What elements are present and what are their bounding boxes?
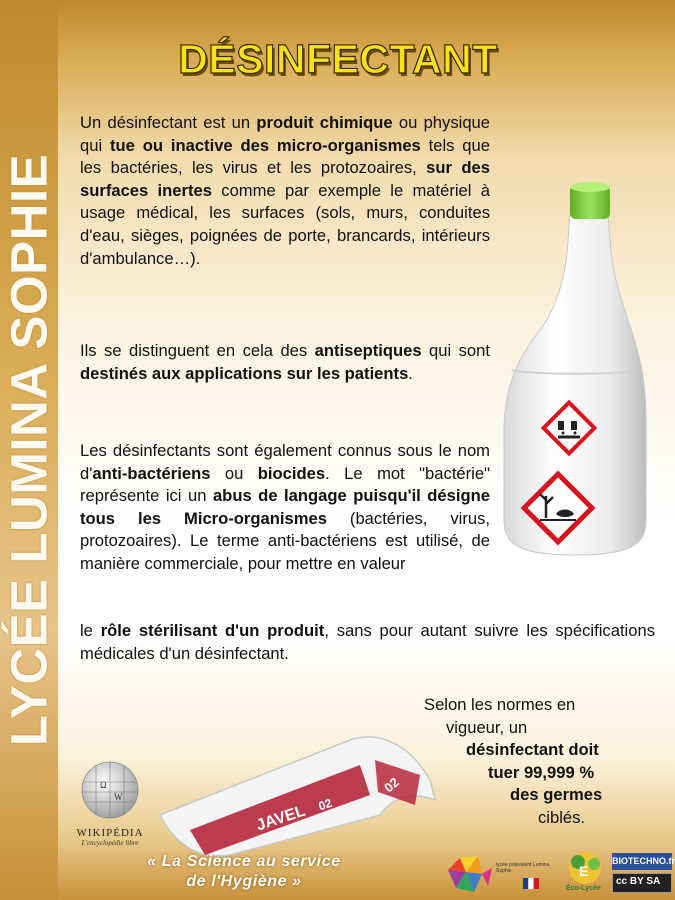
cc-license-badge xyxy=(612,873,672,893)
bold-run: antiseptiques xyxy=(314,341,422,360)
bold-run: destinés aux applications sur les patients xyxy=(80,363,409,383)
norm-line: Selon les normes en xyxy=(424,695,576,714)
text-run: , sans pour autant suivre les spécifications médicales d'un désinfectant. xyxy=(80,621,655,663)
norm-line: vigueur, un xyxy=(446,717,528,737)
wikipedia-tagline: L'encyclopédie libre xyxy=(81,839,139,847)
javel-pouch-icon xyxy=(150,720,440,860)
hazard-corrosive-icon xyxy=(541,400,597,456)
javel-label: JAVEL xyxy=(254,802,308,835)
text-run: le xyxy=(80,621,101,640)
bold-run: sur des surfaces inertes xyxy=(80,158,490,200)
hazard-environment-icon xyxy=(520,470,596,546)
bold-run: rôle stérilisant d'un produit xyxy=(100,621,325,640)
bold-run: produit chimique xyxy=(256,113,393,132)
biocide-paragraph-end xyxy=(80,620,655,665)
intro-paragraph xyxy=(80,112,490,270)
text-run: qui sont xyxy=(421,341,491,360)
text-run: ou xyxy=(210,463,258,483)
school-logo-text: lycée polyvalent Lumina Sophie xyxy=(496,862,550,874)
slogan-line: « La Science au service xyxy=(147,853,341,870)
french-republic-icon xyxy=(523,878,539,889)
bold-run: biocides xyxy=(257,463,326,483)
text-run: ou physique qui xyxy=(80,113,490,155)
text-run: Ils se distinguent en cela des xyxy=(80,341,315,360)
side-banner xyxy=(0,0,58,900)
text-run: Un désinfectant est un xyxy=(80,113,257,132)
biotechno-logo: BIOTECHNO.fr xyxy=(612,853,672,870)
slogan-line: de l'Hygiène » xyxy=(186,873,302,890)
wikipedia-logo xyxy=(70,760,150,847)
norm-statement xyxy=(420,694,650,830)
colorful-star-logo-icon xyxy=(438,852,496,896)
svg-text:W: W xyxy=(114,792,123,802)
eco-letter: E xyxy=(579,863,589,879)
text-run: Les désinfectants sont également connus sous le nom d' xyxy=(80,441,490,483)
text-run: tels que les bactéries, les virus et les protozoaires, xyxy=(80,135,490,178)
eco-lycee-label: Éco-Lycée xyxy=(566,885,601,892)
bold-run: anti-bactériens xyxy=(92,463,211,483)
norm-line-bold: des germes xyxy=(510,785,603,805)
biocide-paragraph xyxy=(80,440,490,576)
bold-run: tue ou inactive des micro-organismes xyxy=(110,135,421,155)
poster-title: DÉSINFECTANT xyxy=(178,36,498,82)
norm-line-bold: désinfectant doit xyxy=(466,740,599,760)
eco-lycee-icon xyxy=(562,850,608,888)
norm-line: ciblés. xyxy=(538,807,586,827)
javel-number: 02 xyxy=(316,795,334,814)
text-run: comme par exemple le matériel à usage médical, les surfaces (sols, murs, conduites d'eau, sièges, poignées de porte, brancards, intérieurs d'ambulance…). xyxy=(80,180,490,268)
cc-license-label: cc BY SA xyxy=(616,876,661,887)
bold-run: abus de langage puisqu'il désigne tous les Micro-organismes xyxy=(80,486,490,528)
wikipedia-globe-icon xyxy=(70,760,150,822)
svg-text:Ω: Ω xyxy=(100,780,107,790)
school-name-vertical: LYCÉE LUMINA SOPHIE xyxy=(0,153,58,747)
antiseptic-paragraph xyxy=(80,340,490,385)
text-run: (bactéries, virus, protozoaires). Le terme anti-bactériens est utilisé, de manière commerciale, pour mettre en valeur xyxy=(80,508,490,573)
wikipedia-wordmark: WIKIPÉDIA xyxy=(76,827,144,839)
norm-line-bold: tuer 99,999 % xyxy=(488,762,595,782)
slogan xyxy=(64,852,424,892)
text-run: . Le mot "bactérie" représente ici un xyxy=(80,463,490,506)
javel-number-2: 02 xyxy=(381,774,402,796)
text-run: . xyxy=(408,363,413,383)
